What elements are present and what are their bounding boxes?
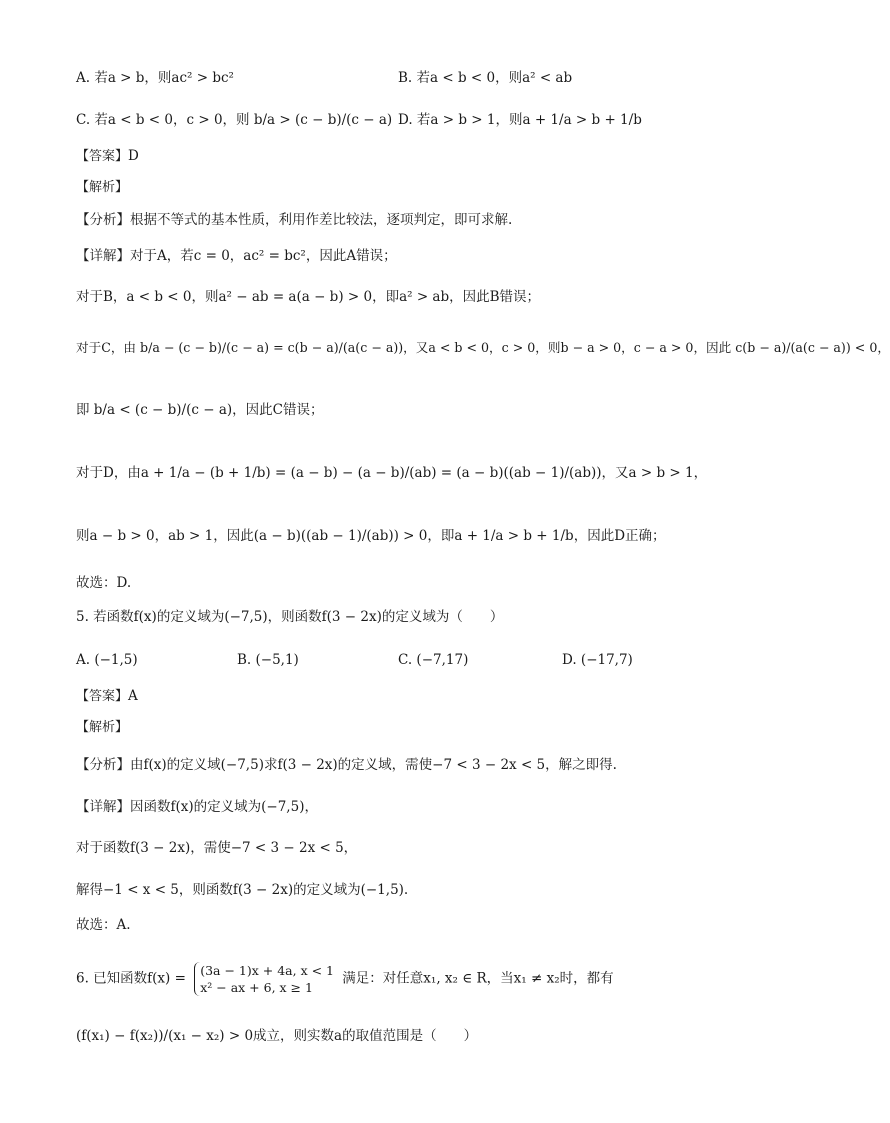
answer-label: 【答案】 — [76, 149, 129, 164]
q6-stem — [76, 962, 614, 996]
q4-conclusion: 故选：D. — [76, 575, 132, 591]
q5-option-c: C. (−7,17) — [398, 652, 469, 668]
q4-answer — [76, 146, 139, 167]
q4-option-c: C. 若a < b < 0，c > 0，则 b/a > (c − b)/(c − a) — [76, 112, 393, 128]
q4-detail-2: 对于B，a < b < 0，则a² − ab = a(a − b) > 0，即a² > ab，因此B错误； — [76, 289, 541, 305]
q5-option-a: A. (−1,5) — [76, 652, 138, 668]
q5-analysis-label: 【解析】 — [76, 720, 129, 735]
q5-conclusion: 故选：A. — [76, 917, 131, 933]
q6-case-2: x² − ax + 6, x ≥ 1 — [200, 980, 313, 995]
q5-detail-3: 解得−1 < x < 5，则函数f(3 − 2x)的定义域为(−1,5). — [76, 882, 409, 898]
q6-line-2: (f(x₁) − f(x₂))/(x₁ − x₂) > 0成立，则实数a的取值范围是（ ） — [76, 1028, 478, 1044]
q5-question: 5. 若函数f(x)的定义域为(−7,5)，则函数f(3 − 2x)的定义域为（ ） — [76, 609, 504, 625]
q5-detail-2: 对于函数f(3 − 2x)，需使−7 < 3 − 2x < 5， — [76, 840, 358, 856]
q4-detail-4: 即 b/a < (c − b)/(c − a)，因此C错误； — [76, 402, 324, 418]
q5-answer — [76, 686, 138, 707]
q5-detail-1: 【详解】因函数f(x)的定义域为(−7,5)， — [76, 799, 318, 815]
q6-case-1: (3a − 1)x + 4a, x < 1 — [200, 963, 334, 978]
q5-option-d: D. (−17,7) — [562, 652, 633, 668]
q5-fenxi: 【分析】由f(x)的定义域(−7,5)求f(3 − 2x)的定义域，需使−7 < 3 − 2x < 5，解之即得. — [76, 757, 617, 773]
q4-fenxi: 【分析】根据不等式的基本性质，利用作差比较法，逐项判定，即可求解. — [76, 212, 513, 228]
q4-detail-1: 【详解】对于A，若c = 0，ac² = bc²，因此A错误； — [76, 248, 397, 264]
q4-option-d: D. 若a > b > 1，则a + 1/a > b + 1/b — [398, 112, 642, 128]
q6-piecewise — [194, 962, 334, 996]
q4-detail-5: 对于D，由a + 1/a − (b + 1/b) = (a − b) − (a − b)/(ab) = (a − b)((ab − 1)/(ab))，又a > b > 1， — [76, 465, 708, 481]
q4-analysis-label: 【解析】 — [76, 180, 129, 195]
q4-detail-3: 对于C，由 b/a − (c − b)/(c − a) = c(b − a)/(a(c − a))，又a < b < 0，c > 0，则b − a > 0，c − a > 0，因此 c(b − a)/(a(c − a)) < 0， — [76, 340, 890, 355]
answer-value: D — [128, 148, 139, 164]
q4-option-a: A. 若a > b，则ac² > bc² — [76, 70, 234, 86]
answer-value: A — [128, 688, 138, 704]
q6-stem-start: 6. 已知函数f(x) = — [76, 970, 186, 987]
answer-label: 【答案】 — [76, 689, 129, 704]
q4-option-b: B. 若a < b < 0，则a² < ab — [398, 70, 573, 86]
q6-stem-end: 满足：对任意x₁, x₂ ∈ R，当x₁ ≠ x₂时，都有 — [342, 970, 614, 987]
q4-detail-6: 则a − b > 0，ab > 1，因此(a − b)((ab − 1)/(ab)) > 0，即a + 1/a > b + 1/b，因此D正确； — [76, 528, 666, 544]
q5-option-b: B. (−5,1) — [237, 652, 299, 668]
